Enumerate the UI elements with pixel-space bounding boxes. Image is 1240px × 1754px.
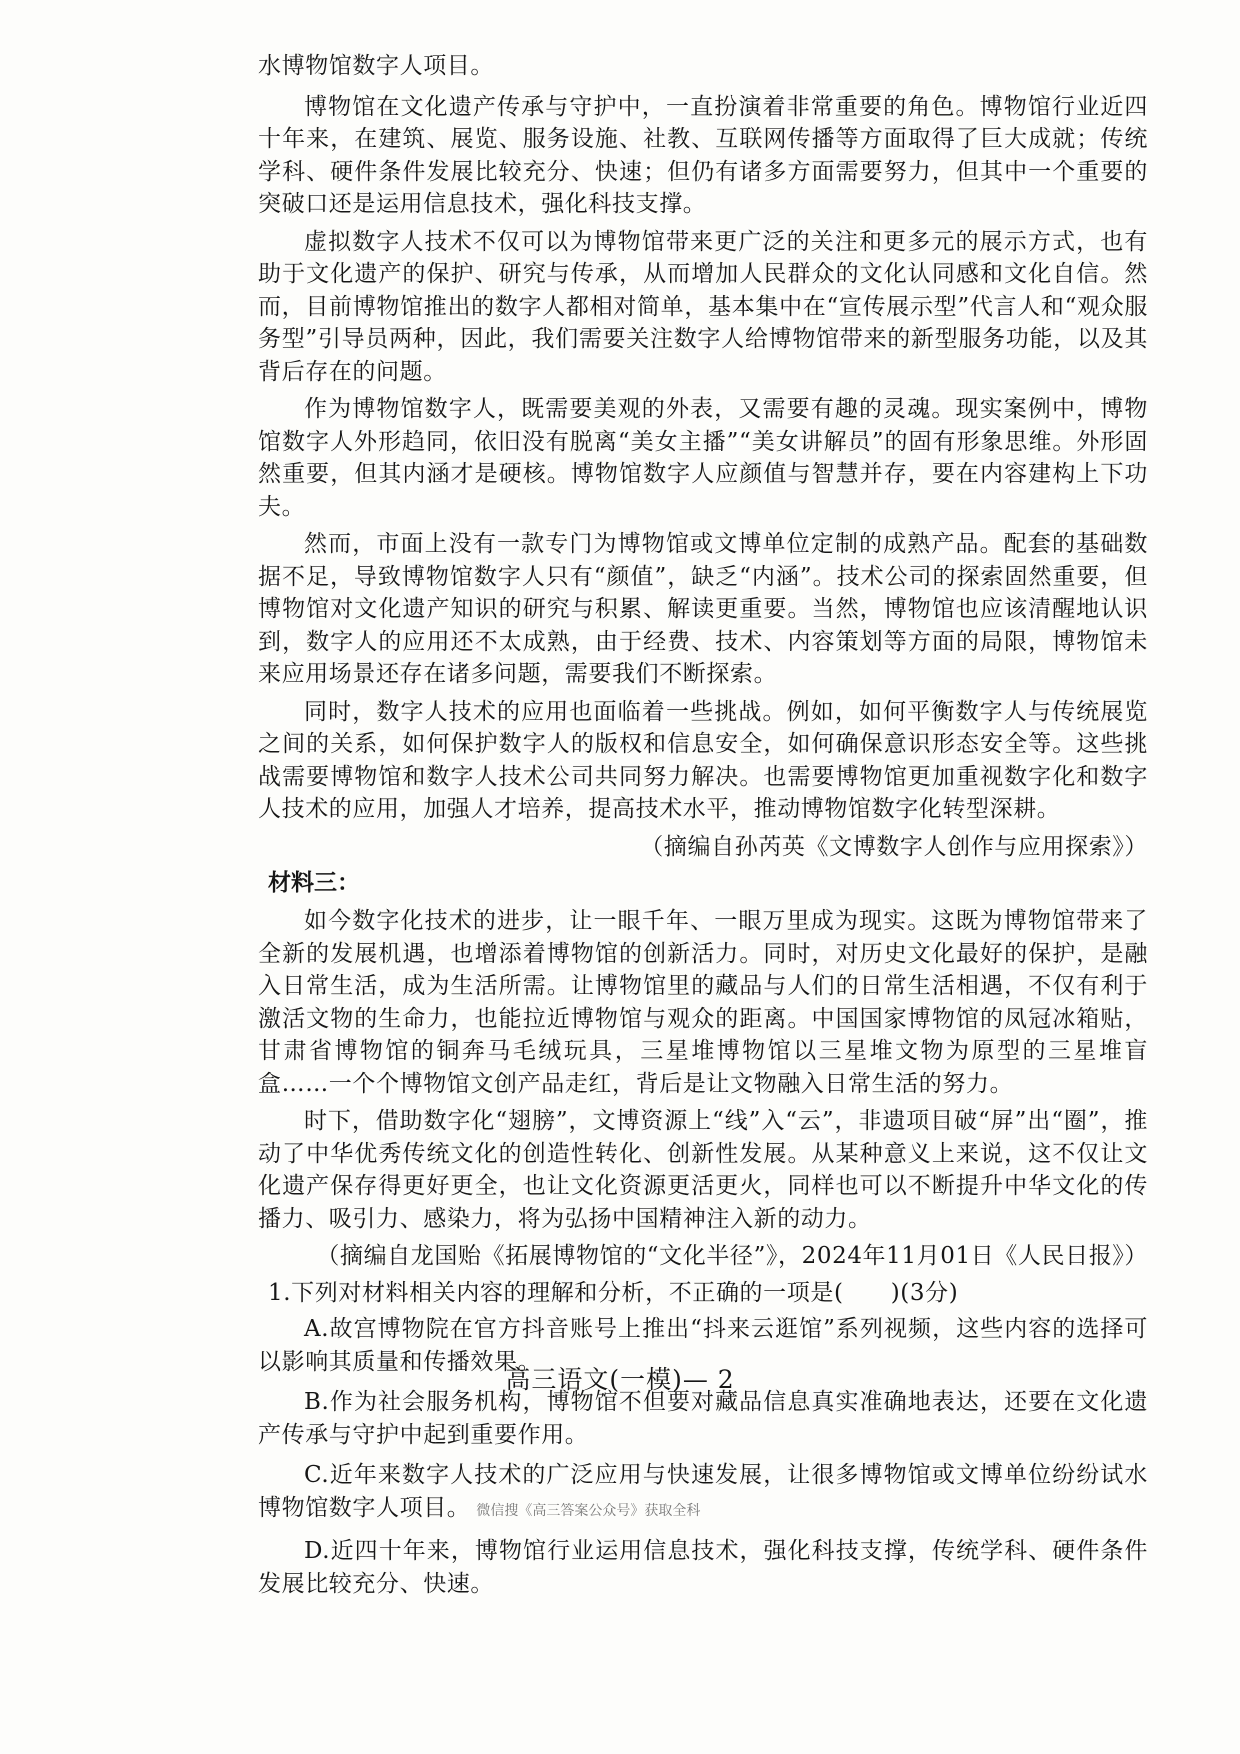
watermark-text: 微信搜《高三答案公众号》获取全科 [476, 1502, 701, 1519]
question-stem: 1.下列对材料相关内容的理解和分析，不正确的一项是( )(3分) [268, 1279, 959, 1306]
source-citation-2: （摘编自孙芮英《文博数字人创作与应用探索》） [640, 833, 1148, 860]
paragraph-wings: 时下，借助数字化“翅膀”，文博资源上“线”入“云”，非遗项目破“屏”出“圈”，推动了中华优秀传统文化的创造性转化、创新性发展。从某种意义上来说，这不仅让文化遗产保存得更好更全，也让文化资源更活更火，同样也可以不断提升中华文化的传播力、吸引力、感染力，将为弘扬中国精神注入新的动力。 [258, 1108, 1148, 1232]
page-footer: 高三语文(一模)— 2 [505, 1365, 735, 1394]
material-three-heading: 材料三： [268, 870, 360, 896]
option-a: A.故宫博物院在官方抖音账号上推出“抖来云逛馆”系列视频，这些内容的选择可以影响其质量和传播效果。 [258, 1316, 1148, 1375]
option-c [258, 1459, 1148, 1527]
option-c-text: C.近年来数字人技术的广泛应用与快速发展，让很多博物馆或文博单位纷纷试水博物馆数字人项目。 [258, 1462, 1148, 1521]
source-citation-3: （摘编自龙国贻《拓展博物馆的“文化半径”》，2024年11月01日《人民日报》） [316, 1243, 1148, 1269]
paragraph-virtual-human: 虚拟数字人技术不仅可以为博物馆带来更广泛的关注和更多元的展示方式，也有助于文化遗产的保护、研究与传承，从而增加人民群众的文化认同感和文化自信。然而，目前博物馆推出的数字人都相对简单，基本集中在“宣传展示型”代言人和“观众服务型”引导员两种，因此，我们需要关注数字人给博物馆带来的新型服务功能，以及其背后存在的问题。 [258, 228, 1148, 385]
paragraph-challenges: 同时，数字人技术的应用也面临着一些挑战。例如，如何平衡数字人与传统展览之间的关系，如何保护数字人的版权和信息安全，如何确保意识形态安全等。这些挑战需要博物馆和数字人技术公司共同努力解决。也需要博物馆更加重视数字化和数字人技术的应用，加强人才培养，提高技术水平，推动博物馆数字化转型深耕。 [258, 698, 1148, 822]
paragraph-market: 然而，市面上没有一款专门为博物馆或文博单位定制的成熟产品。配套的基础数据不足，导致博物馆数字人只有“颜值”，缺乏“内涵”。技术公司的探索固然重要，但博物馆对文化遗产知识的研究与积累、解读更重要。当然，博物馆也应该清醒地认识到，数字人的应用还不太成熟，由于经费、技术、内容策划等方面的局限，博物馆未来应用场景还存在诸多问题，需要我们不断探索。 [258, 531, 1148, 687]
option-d: D.近四十年来，博物馆行业运用信息技术，强化科技支撑，传统学科、硬件条件发展比较充分、快速。 [258, 1538, 1148, 1597]
paragraph-heritage: 博物馆在文化遗产传承与守护中，一直扮演着非常重要的角色。博物馆行业近四十年来，在建筑、展览、服务设施、社教、互联网传播等方面取得了巨大成就；传统学科、硬件条件发展比较充分、快速；但仍有诸多方面需要努力，但其中一个重要的突破口还是运用信息技术，强化科技支撑。 [258, 93, 1148, 217]
option-b: B.作为社会服务机构，博物馆不但要对藏品信息真实准确地表达，还要在文化遗产传承与守护中起到重要作用。 [258, 1389, 1148, 1448]
paragraph-appearance: 作为博物馆数字人，既需要美观的外表，又需要有趣的灵魂。现实案例中，博物馆数字人外形趋同，依旧没有脱离“美女主播”“美女讲解员”的固有形象思维。外形固然重要，但其内涵才是硬核。博物馆数字人应颜值与智慧并存，要在内容建构上下功夫。 [258, 396, 1148, 520]
paragraph-digital-tech: 如今数字化技术的进步，让一眼千年、一眼万里成为现实。这既为博物馆带来了全新的发展机遇，也增添着博物馆的创新活力。同时，对历史文化最好的保护，是融入日常生活，成为生活所需。让博物馆里的藏品与人们的日常生活相遇，不仅有利于激活文物的生命力，也能拉近博物馆与观众的距离。中国国家博物馆的凤冠冰箱贴，甘肃省博物馆的铜奔马毛绒玩具，三星堆博物馆以三星堆文物为原型的三星堆盲盒……一个个博物馆文创产品走红，背后是让文物融入日常生活的努力。 [258, 908, 1148, 1097]
paragraph-continuation: 水博物馆数字人项目。 [258, 53, 494, 79]
